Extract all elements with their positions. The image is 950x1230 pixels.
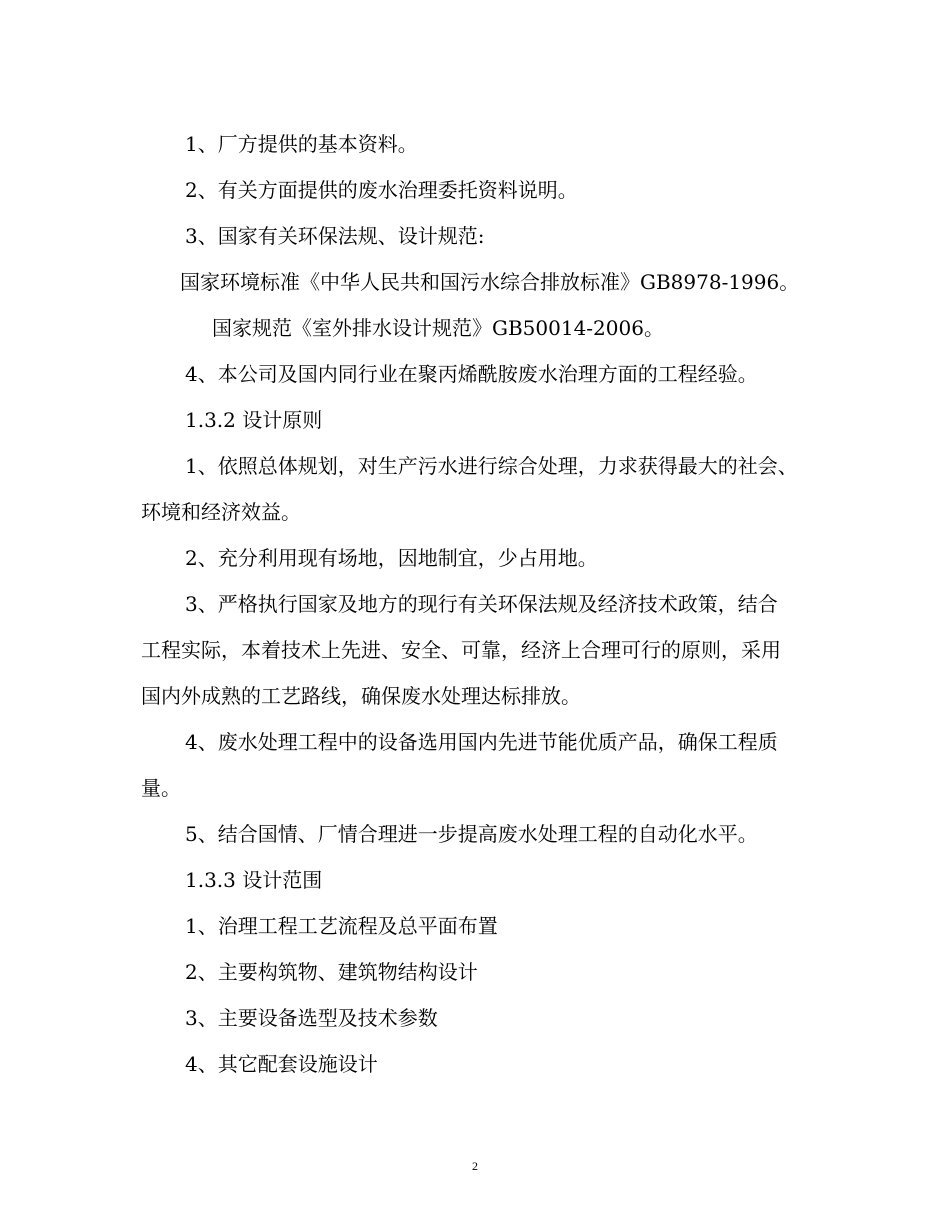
text-line: 3、国家有关环保法规、设计规范: xyxy=(185,224,485,248)
text-line: 5、结合国情、厂情合理进一步提高废水处理工程的自动化水平。 xyxy=(185,822,758,846)
text-line: 4、其它配套设施设计 xyxy=(185,1052,378,1076)
text-line: 2、主要构筑物、建筑物结构设计 xyxy=(185,960,478,984)
section-heading: 1.3.2 设计原则 xyxy=(185,408,323,432)
text-line: 1、厂方提供的基本资料。 xyxy=(185,132,418,156)
text-line: 2、充分利用现有场地，因地制宜，少占用地。 xyxy=(185,546,598,570)
text-line: 环境和经济效益。 xyxy=(141,500,301,524)
page-number: 2 xyxy=(472,1159,478,1173)
text-line: 国家规范《室外排水设计规范》GB50014-2006。 xyxy=(212,316,664,340)
section-heading: 1.3.3 设计范围 xyxy=(185,868,323,892)
text-line: 国家环境标准《中华人民共和国污水综合排放标准》GB8978-1996。 xyxy=(180,270,800,294)
text-line: 3、严格执行国家及地方的现行有关环保法规及经济技术政策，结合 xyxy=(185,592,778,616)
text-line: 工程实际，本着技术上先进、安全、可靠，经济上合理可行的原则，采用 xyxy=(141,638,781,662)
text-line: 2、有关方面提供的废水治理委托资料说明。 xyxy=(185,178,578,202)
text-line: 1、依照总体规划，对生产污水进行综合处理，力求获得最大的社会、 xyxy=(185,454,798,478)
text-line: 4、废水处理工程中的设备选用国内先进节能优质产品，确保工程质 xyxy=(185,730,778,754)
text-line: 4、本公司及国内同行业在聚丙烯酰胺废水治理方面的工程经验。 xyxy=(185,362,758,386)
text-line: 3、主要设备选型及技术参数 xyxy=(185,1006,438,1030)
text-line: 国内外成熟的工艺路线，确保废水处理达标排放。 xyxy=(141,684,581,708)
text-line: 量。 xyxy=(141,776,181,800)
text-line: 1、治理工程工艺流程及总平面布置 xyxy=(185,914,498,938)
